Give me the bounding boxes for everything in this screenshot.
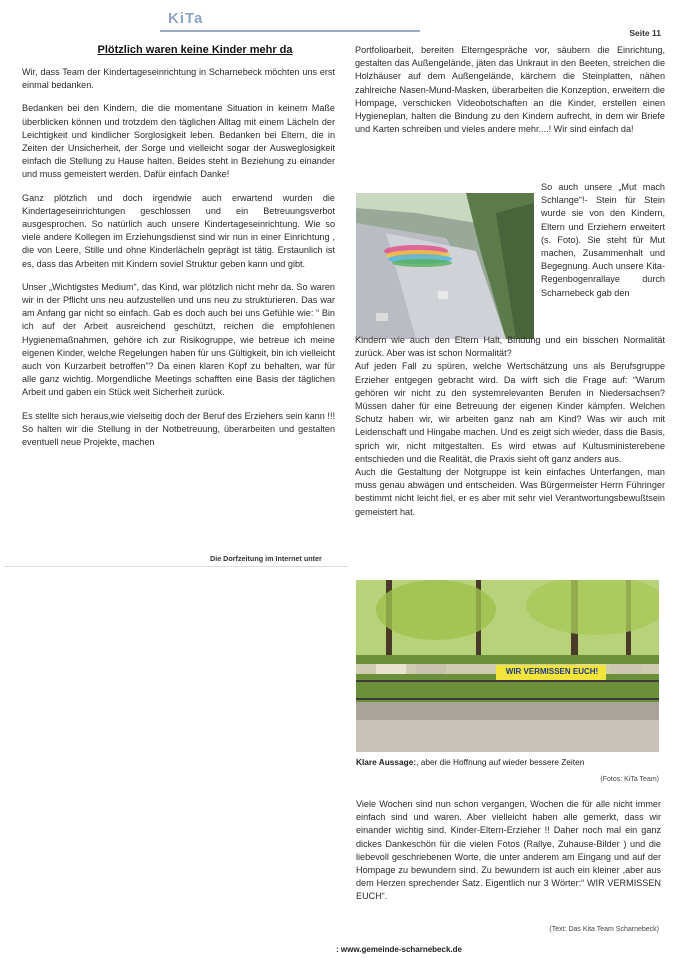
right-column-top bbox=[355, 44, 665, 146]
section-label-text: KiTa bbox=[168, 10, 204, 27]
closing-text bbox=[356, 798, 661, 914]
internet-note: Die Dorfzeitung im Internet unter bbox=[210, 554, 322, 563]
rainbow-stones-image bbox=[356, 193, 534, 339]
section-label bbox=[160, 10, 420, 32]
paragraph-portfolio: Portfolioarbeit, bereiten Elterngespräche vor, säubern die Einrichtung, gestalten das Außengelände, jäten das Unkraut in den Beeten, streichen die Holzhäuser auf dem Außengelände, kärchern die Steinplatten, nähen zahlreiche Nasen-Mund-Masken, überarbeiten die Konzeption, erweitern die Hompage, verschicken Videobotschaften an die Kinder, erstellen einen Hygieneplan, halten die Bindung zu den Kindern aufrecht, in dem wir Briefe und Karten schreiben und vieles andere mehr....! Wir sind einfach da! bbox=[355, 45, 665, 135]
paragraph-thanks: Bedanken bei den Kindern, die die momentane Situation in keinem Maße überblicken können und trotzdem den täglichen Alltag mit einem Lächeln der Leichtigkeit und kindlicher Sorglosigkeit leben. Bedanken bei Eltern, die in Zeiten der Unsicherheit, der Sorge und vielleicht sogar der Ausweglosigkeit einfach die Stellung zu Hause halten. Beides steht in Beziehung zu einander und muss gemeistert werden. Dafür einfach Danke! bbox=[22, 103, 335, 180]
paragraph-normality: Kindern wie auch den Eltern Halt, Bindung und ein bisschen Normalität zurück. Aber was ist schon Normalität? bbox=[355, 335, 665, 359]
photo-rainbow-stones bbox=[356, 193, 534, 339]
paragraph-closure: Ganz plötzlich und doch irgendwie auch erwartend wurden die Kindertageseinrichtungen geschlossen und ein Betreuungsverbot ausgesprochen. So natürlich auch unsere Kindertageseinrichtung. Wie so viele andere Kollegen im Erziehungsdienst sind wir nun in einer Einrichtung , die von Leere, Stille und ohne Kinderlächeln geprägt ist tätig. Erstaunlich ist es, dass das Arbeiten mit Kindern soviel Struktur geben kann und gibt. bbox=[22, 192, 335, 269]
caption-rest: , aber die Hoffnung auf wieder bessere Zeiten bbox=[416, 757, 585, 767]
left-column bbox=[22, 66, 335, 459]
article-headline: Plötzlich waren keine Kinder mehr da bbox=[97, 44, 293, 56]
mut-mach-schlange-text bbox=[541, 181, 665, 310]
paragraph-closing: Viele Wochen sind nun schon vergangen, Wochen die für alle nicht immer einfach sind und waren. Aber vielleicht haben alle gemerkt, dass wir einander wichtig sind. Kinder-Eltern-Erzieher !! Daher noch mal ein ganz dickes Dankeschön für die vielen Fotos (Rallye, Zuhause-Bilder ) und die liebevoll geschriebenen Worte, die unter anderem am Eingang und auf der Hompage zu bewundern sind. Zu bewundern ist auch ein kleiner ,aber aus dem Herzen sprechender Satz. Eigentlich nur 3 Wörter:“ WIR VERMISSEN EUCH“. bbox=[356, 799, 661, 902]
paragraph-medium: Unser „Wichtigstes Medium“, das Kind, war plötzlich nicht mehr da. So waren wir in der Pflicht uns neu aufzustellen und uns neu zu strukturieren. Das war am Anfang gar nicht so einfach. Gab es doch auch bei uns Gefühle wie: “ Bin ich auf der Arbeit ausreichend geschützt, reichen die empfohlenen Hygienemaßnahmen, gehöre ich zur Risikogruppe, wie betreue ich meine eigenen Kinder, welche Regelungen haben für uns Gültigkeit, bin ich vielleicht auch von Kurzarbeit betroffen”? Da einen klaren Kopf zu behalten, war für alle ganz wichtig. Morgendliche Meetings schafften eine Basis der täglichen Arbeit und gaben ein Stück weit Sicherheit zurück. bbox=[22, 281, 335, 398]
paragraph-profession: Es stellte sich heraus,wie vielseitig doch der Beruf des Erziehers sein kann !!! So halten wir die Stellung in der Notbetreuung, überarbeiten und gestalten eventuell neue Projekte, machen bbox=[22, 410, 335, 448]
page-number: Seite 11 bbox=[629, 28, 661, 38]
column-divider bbox=[4, 566, 348, 567]
kita-fence-image bbox=[356, 580, 659, 752]
caption-bold: Klare Aussage: bbox=[356, 757, 417, 767]
paragraph-notgruppe: Auch die Gestaltung der Notgruppe ist kein einfaches Unterfangen, man muss genau abwägen und entscheiden. Was Bürgermeister Herrn Führinger bestimmt nicht leicht fiel, er es aber mit sehr viel Verantwortungsbewußtsein gemeistert hat. bbox=[355, 467, 665, 517]
paragraph-intro: Wir, dass Team der Kindertageseinrichtung in Scharnebeck möchten uns erst einmal bedanken. bbox=[22, 67, 335, 91]
banner-text: WIR VERMISSEN EUCH! bbox=[505, 667, 599, 676]
photo-caption bbox=[356, 757, 666, 767]
right-column-middle bbox=[355, 334, 665, 529]
photo-kita-fence bbox=[356, 580, 659, 752]
photo-credit: (Fotos: KiTa Team) bbox=[600, 776, 659, 783]
paragraph-mut-schlange: So auch unsere „Mut mach Schlange“!- Stein für Stein wurde sie von den Kindern, Eltern und Erziehern erweitert (s. Foto). Sie steht für Mut machen, Zusammenhalt und Begegnung. Auch unsere Kita-Regenbogenrallaye durch Scharnebeck gab den bbox=[541, 182, 665, 298]
paragraph-appreciation: Auf jeden Fall zu spüren, welche Wertschätzung uns als Berufsgruppe Erzieher entgegen gebracht wird. Da wirft sich die Frage auf: “Warum gehören wir nicht zu den systemrelevanten Berufen in Niedersachsen? Müssen daher für eine Betreuung der eigenen Kinder kämpfen. Welchen Schutz haben wir, wir arbeiten ganz nah am Kind? Was wir auch mit Leidenschaft und Hingabe machen. Und es zeigt sich wieder, dass die Basis, sprich wir, nicht mitgestalten. Es wird etwas auf Kultusministerebene entschieden und die Realität, die Praxis sieht oft ganz anders aus. bbox=[355, 361, 665, 464]
footer-url[interactable]: : www.gemeinde-scharnebeck.de bbox=[336, 945, 462, 954]
text-credit: (Text: Das Kita Team Scharnebeck) bbox=[549, 926, 659, 933]
